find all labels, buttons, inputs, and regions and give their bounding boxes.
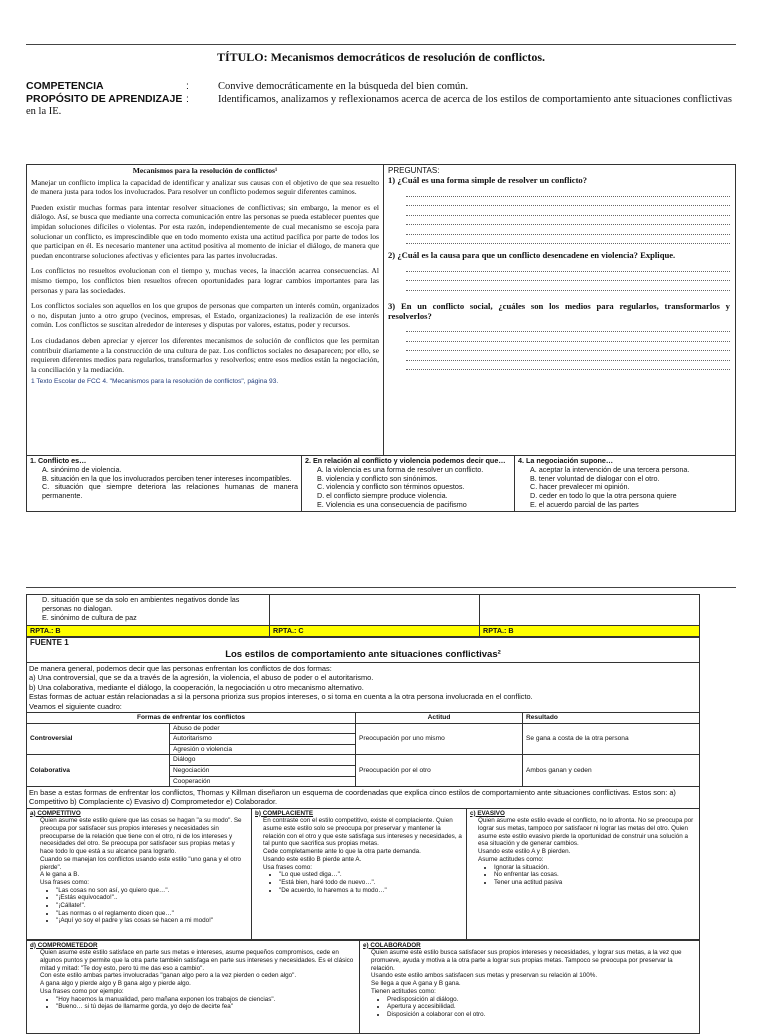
fuente-title: Los estilos de comportamiento ante situaciones conflictivas² [27, 649, 699, 663]
mcq-option[interactable]: C. situación que siempre deteriora las relaciones humanas de manera permanente. [42, 482, 298, 501]
table-cell: Autoritarismo [170, 734, 356, 745]
mcq-option[interactable]: C. hacer prevalecer mi opinión. [530, 482, 630, 492]
proposito-text: Identificamos, analizamos y reflexionamos acerca de acerca de los estilos de comportamiento ante situaciones conflictivas en la IE. [26, 94, 733, 117]
question-item: 3) En un conflicto social, ¿cuáles son los medios para regularlos, transformarlos y resolverlos? [388, 300, 730, 321]
mcq-table [26, 455, 736, 512]
answer-lines-1[interactable] [388, 187, 730, 244]
question-item: 2) ¿Cuál es la causa para que un conflicto desencadene en violencia? Explique. [388, 250, 676, 260]
style-comprometedor: d) COMPROMETEDOR Quien asume este estilo satisface en parte sus metas e intereses, asume pequeños compromisos, cede en algunos puntos y permite que la otra parte también satisfaga en parte sus intereses y necesidades. Es el clásico mitad y mitad: "Te doy esto, pero tú me das eso a cambio". Con este estilo ambas partes involucradas "ganan algo pero a la vez pierden o ceden algo". A gana algo y pierde algo y B gana algo y pierde algo. Usa frases como por ejemplo: • "Hoy hacemos la manualidad, pero mañana exponen los trabajos de ciencias". • "Bueno… si tú dejas de llamarme gorda, yo dejo de decirte fea" [27, 940, 360, 1033]
reading-paragraph: Los conflictos no resueltos evolucionan con el tiempo y, muchas veces, la inacción acarrea consecuencias. Al mismo tiempo, los conflictos bien resueltos ofrecen oportunidades para lograr cambios importantes para las personas y para las sociedades. [31, 266, 379, 295]
table-header: Formas de enfrentar los conflictos [27, 713, 356, 724]
reading-paragraph: Manejar un conflicto implica la capacidad de identificar y analizar sus causas con el objetivo de que sea resuelto de manera justa para todos los involucrados. Para resolver un conflicto podemos seguir diferentes caminos. [31, 177, 379, 197]
mcq-option[interactable]: A. aceptar la intervención de una tercera persona. [530, 464, 690, 474]
reading-column [31, 166, 379, 387]
table-header: Actitud [356, 713, 523, 724]
proposito-row [26, 93, 736, 117]
competencia-row [26, 80, 468, 92]
style-evasivo: c) EVASIVO Quien asume este estilo evade el conflicto, no lo afronta. No se preocupa por lograr sus metas, tampoco por satisfacer ni lograr las metas del otro. Quien asume este estilo evasivo pierde la oportunidad de construir una solución a esa situación y de generar cambios. Usando este estilo A y B pierden. Asume actitudes como: • Ignorar la situación. • No enfrentar las cosas. • Tener una actitud pasiva [467, 808, 700, 939]
mcq-cell: 4. La negociación supone… A. aceptar la intervención de una tercera persona. B. tener voluntad de dialogar con el otro. C. hacer prevalecer mi opinión. D. ceder en todo lo que la otra persona quiere E. el acuerdo parcial de las partes [515, 456, 736, 512]
column-divider [383, 165, 384, 455]
table-cell: Preocupación por uno mismo [356, 723, 523, 755]
table-cell: Cooperación [170, 776, 356, 787]
styles-table-2 [26, 940, 700, 1034]
mcq-continuation-table [26, 594, 700, 638]
answer-lines-3[interactable] [388, 323, 730, 371]
mcq-cell [27, 595, 270, 626]
mcq-option[interactable]: B. situación en la que los involucrados perciben tener intereses incompatibles. [42, 473, 292, 483]
page-break-rule [26, 587, 736, 588]
reading-heading: Mecanismos para la resolución de conflictos¹ [132, 166, 278, 175]
table-cell: Colaborativa [27, 755, 170, 787]
mcq-option[interactable]: C. violencia y conflicto son términos opuestos. [317, 482, 465, 492]
style-competitivo: a) COMPETITIVO Quien asume este estilo quiere que las cosas se hagan "a su modo". Se preocupa por satisfacer sus propios intereses y necesidades sin preocuparse de la relación que tiene con el otro, ni de los intereses y necesidades del otro. Se preocupa por satisfacer sus propias metas y hace todo lo que está a su alcance para lograrlo. Cuando se manejan los conflictos usando este estilo "uno gana y el otro pierde". A le gana a B. Usa frases como: • "Las cosas no son así, yo quiero que…". • "¡Estás equivocado!".. • "¡Cállate!". • "Las normas o el reglamento dicen que…" • "¡Aquí yo soy el padre y las cosas se hacen a mi modo!" [27, 808, 252, 939]
answer-badge: RPTA.: C [270, 626, 480, 638]
page-title: TÍTULO: Mecanismos democráticos de resolución de conflictos. [216, 50, 546, 64]
table-cell: Preocupación por el otro [356, 755, 523, 787]
table-cell: Controversial [27, 723, 170, 755]
top-rule [26, 44, 736, 45]
reading-paragraph: Los ciudadanos deben apreciar y ejercer los diferentes mecanismos de solución de conflictos que les permitan contribuir diariamente a la construcción de una cultura de paz. Los conflictos sociales no desaparecen; por ello, se requieren diferentes medios para regularlos, transformarlos y resolverlos; entre esos medios están la negociación, la conciliación y la mediación. [31, 335, 379, 374]
answer-badge: RPTA.: B [27, 626, 270, 638]
table-cell: Ambos ganan y ceden [523, 755, 700, 787]
reading-paragraph: Pueden existir muchas formas para intentar resolver situaciones de conflictivas; sin embargo, la menor es el diálogo. Así, se busca que mediante una correcta comunicación entre las personas se pueda establecer puentes que impidan soluciones difíciles o violentas. Por esta razón, independientemente de cual mecanismo se escoja para solucionar un conflicto, es imprescindible que en todo momento exista una actitud pacífica por parte de todos los que participan en él. Es necesario mantener una actitud positiva al momento de iniciar el diálogo, de manera que puedan encontrarse soluciones afectivas y eficientes para las partes involucradas. [31, 202, 379, 260]
competencia-label: COMPETENCIA [26, 80, 104, 92]
mcq-option[interactable]: B. violencia y conflicto son sinónimos. [317, 473, 438, 483]
mcq-option[interactable]: E. el acuerdo parcial de las partes [530, 499, 639, 509]
mcq-option[interactable]: E. Violencia es una consecuencia de pacifismo [317, 499, 467, 509]
table-cell: Negociación [170, 766, 356, 777]
fuente-intro: De manera general, podemos decir que las personas enfrentan los conflictos de dos formas: a) Una controversial, que se da a través de la agresión, la violencia, el abuso de poder o el autoritarismo. b) Una colaborativa, mediante el diálogo, la cooperación, la negociación u otro mecanismo alternativo. Estas formas de actuar están relacionadas a si la persona prioriza sus propios intereses, o si toma en cuenta a la otra persona involucrada en el conflicto. Veamos el siguiente cuadro: [29, 664, 533, 711]
reading-questions-box [26, 164, 736, 456]
competencia-text: Convive democráticamente en la búsqueda del bien común. [218, 81, 469, 92]
colon: : [186, 93, 189, 105]
mcq-option[interactable]: D. ceder en todo lo que la otra persona quiere [530, 491, 677, 501]
colon: : [186, 80, 189, 92]
answer-badge: RPTA.: B [480, 626, 700, 638]
mcq-cell: 1. Conflicto es… A. sinónimo de violencia. B. situación en la que los involucrados perciben tener intereses incompatibles. C. situación que siempre deteriora las relaciones humanas de manera permanente. [27, 456, 302, 512]
mcq-option[interactable]: B. tener voluntad de dialogar con el otro. [530, 473, 660, 483]
proposito-label: PROPÓSITO DE APRENDIZAJE [26, 93, 183, 105]
thomas-paragraph: En base a estas formas de enfrentar los conflictos, Thomas y Killman diseñaron un esquema de coordenadas que explica cinco estilos de comportamiento ante situaciones conflictivas. Estos son: a) Competitivo b) Complaciente c) Evasivo d) Comprometedor e) Colaborador. [29, 788, 676, 807]
mcq-cell: 2. En relación al conflicto y violencia podemos decir que… A. la violencia es una forma de resolver un conflicto. B. violencia y conflicto son sinónimos. C. violencia y conflicto son términos opuestos. D. el conflicto siempre produce violencia. E. Violencia es una consecuencia de pacifismo [302, 456, 515, 512]
table-header: Resultado [523, 713, 700, 724]
mcq-option[interactable]: A. sinónimo de violencia. [42, 464, 122, 474]
mcq-option[interactable]: D. situación que se da solo en ambientes negativos donde las personas no dialogan. [42, 595, 240, 613]
mcq-option[interactable]: E. sinónimo de cultura de paz [42, 612, 137, 622]
reading-footnote: 1 Texto Escolar de FCC 4. "Mecanismos para la resolución de conflictos", página 93. [31, 378, 279, 386]
question-item: 1) ¿Cuál es una forma simple de resolver un conflicto? [388, 175, 588, 185]
styles-table [26, 808, 700, 940]
fuente-label: FUENTE 1 [30, 638, 69, 647]
forms-table [26, 712, 700, 787]
reading-paragraph: Los conflictos sociales son aquellos en los que grupos de personas que comparten un interés común, organizados o no, disputan junto a otro grupo (vecinos, empresas, el Estado, organizaciones) la realización de ese interés común. Los conflictos se suscitan alrededor de intereses y disputas por valores, estatus, poder y recursos. [31, 301, 379, 330]
table-cell: Agresión o violencia [170, 744, 356, 755]
fuente-box [26, 636, 700, 1024]
answer-lines-2[interactable] [388, 262, 730, 291]
style-colaborador: e) COLABORADOR Quien asume este estilo busca satisfacer sus propios intereses y necesidades, y lograr sus metas, a la vez que promueve, ayuda y motiva a la otra parte a lograr sus propias metas. Tampoco se preocupa por preservar la relación. Usando este estilo ambos satisfacen sus metas y preservan su relación al 100%. Se llega a que A gana y B gana. Tienen actitudes como: • Predisposición al diálogo. • Apertura y accesibilidad. • Disposición a colaborar con el otro. [360, 940, 700, 1033]
table-cell: Se gana a costa de la otra persona [523, 723, 700, 755]
style-complaciente: b) COMPLACIENTE En contraste con el estilo competitivo, existe el complaciente. Quien asume este estilo solo se preocupa por preservar y mantener la relación con el otro y que este satisfaga sus intereses y necesidades, a tal punto que sacrifica sus propias metas. Cede completamente ante lo que la otra parte demanda. Usando este estilo B pierde ante A. Usa frases como: • "Lo que usted diga…". • "Está bien, haré todo de nuevo…". • "De acuerdo, lo haremos a tu modo…" [252, 808, 467, 939]
questions-column [388, 166, 730, 370]
questions-heading: PREGUNTAS: [388, 166, 440, 175]
table-cell: Abuso de poder [170, 723, 356, 734]
mcq-option[interactable]: D. el conflicto siempre produce violencia. [317, 491, 448, 501]
mcq-option[interactable]: A. la violencia es una forma de resolver un conflicto. [317, 464, 484, 474]
table-cell: Diálogo [170, 755, 356, 766]
